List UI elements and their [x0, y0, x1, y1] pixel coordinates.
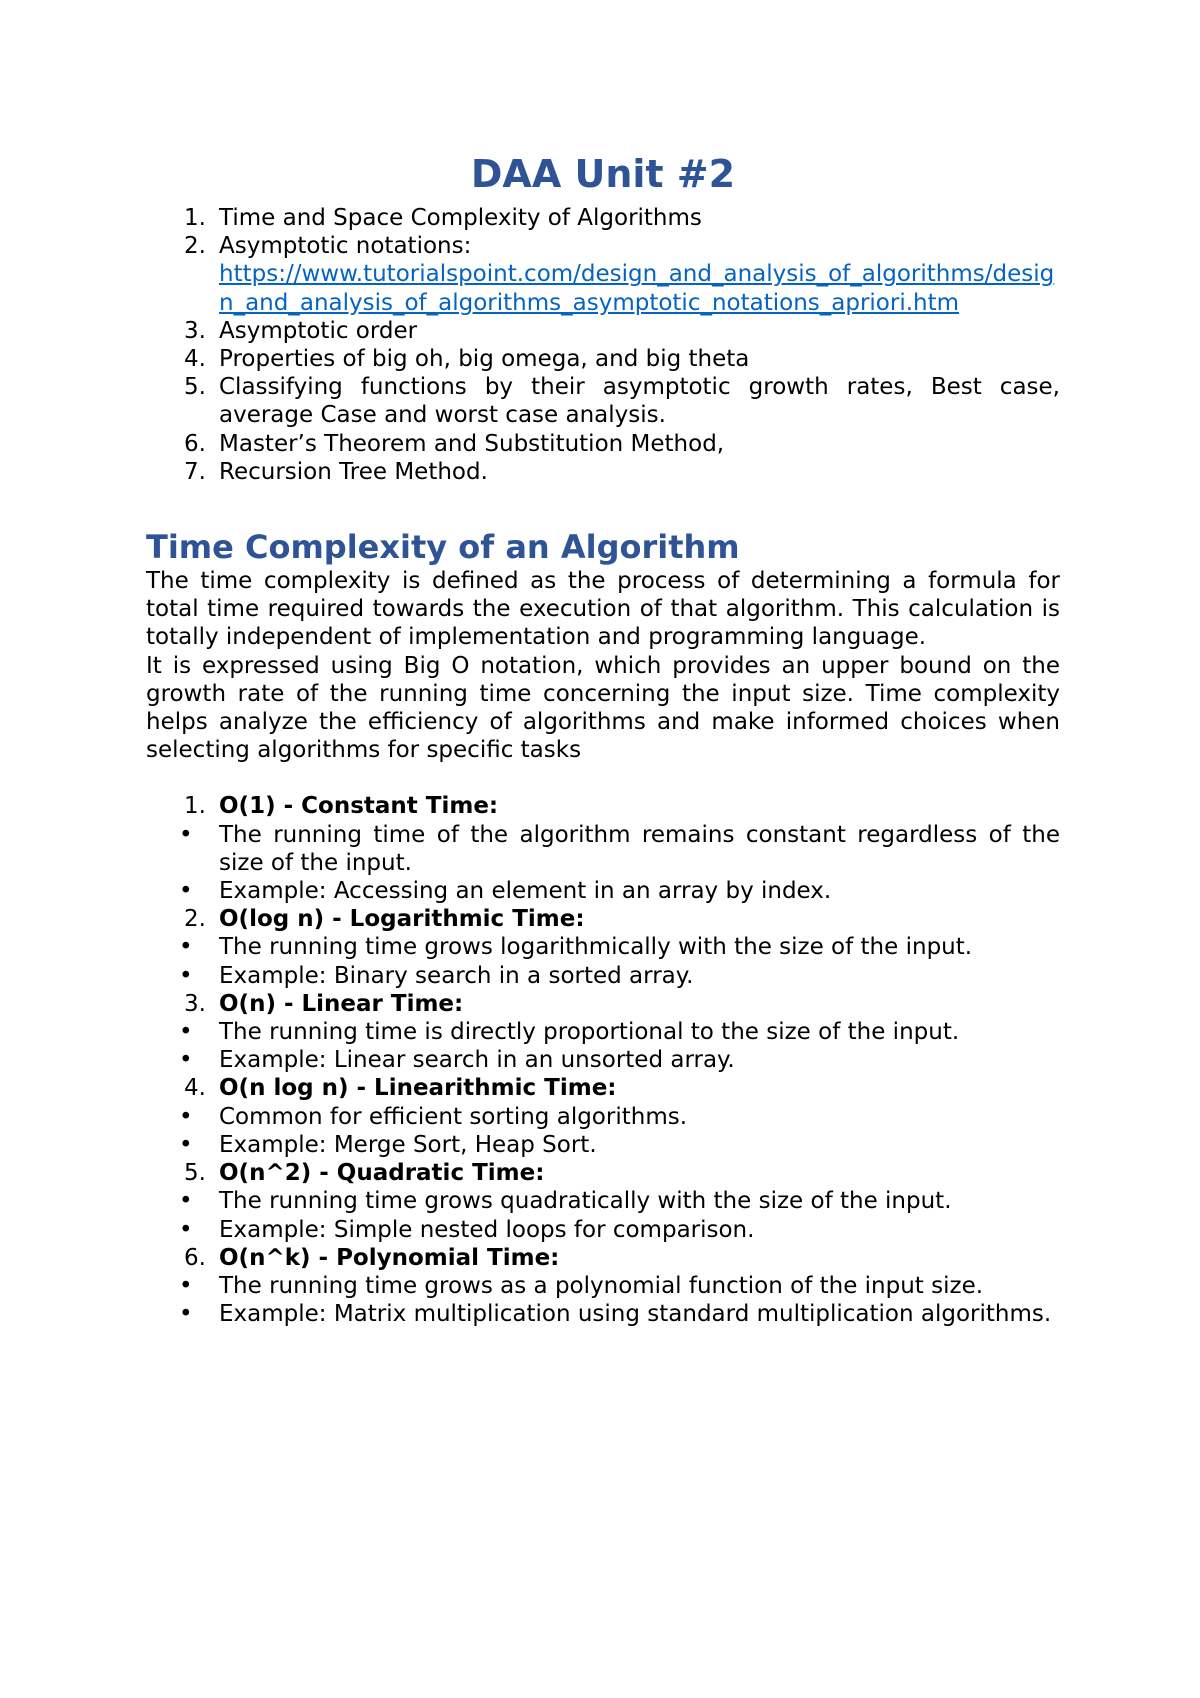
section-heading: Time Complexity of an Algorithm — [146, 528, 740, 567]
tutorialspoint-link[interactable]: https://www.tutorialspoint.com/design_and_analysis_of_algorithms/design_and_analysis_of_algorithms_asymptotic_notations_apriori.htm — [219, 261, 1055, 316]
complexity-list — [146, 990, 1060, 1018]
bullet-item — [146, 1131, 1060, 1159]
bullet-item — [146, 821, 1060, 877]
bullet-icon: • — [179, 1103, 193, 1130]
complexity-item — [146, 990, 1060, 1018]
topic-text: Asymptotic notations: — [219, 233, 472, 260]
bullet-text: The running time of the algorithm remains constant regardless of the size of the input. — [219, 821, 1060, 876]
topic-item — [146, 317, 1060, 345]
bullet-icon: • — [179, 934, 193, 961]
topic-number: 4. — [184, 346, 206, 373]
topic-list — [146, 204, 1060, 486]
bullet-icon: • — [179, 1188, 193, 1215]
bullet-list — [146, 821, 1060, 906]
bullet-item — [146, 1272, 1060, 1300]
bullet-item — [146, 962, 1060, 990]
topic-number: 7. — [184, 458, 206, 485]
complexity-number: 2. — [184, 906, 206, 933]
bullet-text: The running time grows as a polynomial function of the input size. — [219, 1272, 984, 1299]
complexity-list — [146, 1244, 1060, 1272]
bullet-icon: • — [179, 1047, 193, 1074]
bullet-list — [146, 1272, 1060, 1328]
topic-text: Properties of big oh, big omega, and big theta — [219, 346, 750, 373]
topic-number: 6. — [184, 430, 206, 457]
bullet-item — [146, 1300, 1060, 1328]
bullet-item — [146, 933, 1060, 961]
topic-item — [146, 204, 1060, 232]
complexity-item — [146, 905, 1060, 933]
complexity-label: O(log n) - Logarithmic Time: — [219, 906, 585, 933]
complexity-label: O(n^2) - Quadratic Time: — [219, 1160, 545, 1187]
bullet-icon: • — [179, 821, 193, 848]
bullet-list — [146, 1018, 1060, 1074]
bullet-icon: • — [179, 878, 193, 905]
topic-number: 2. — [184, 233, 206, 260]
bullet-item — [146, 1187, 1060, 1215]
topic-text: Asymptotic order — [219, 317, 418, 344]
complexity-number: 5. — [184, 1160, 206, 1187]
topic-text: Recursion Tree Method. — [219, 458, 488, 485]
bullet-icon: • — [179, 962, 193, 989]
section-paragraph: The time complexity is defined as the process of determining a formula for total time required towards the execution of that algorithm. This calculation is totally independent of implementation and programming language. — [146, 568, 1060, 651]
bullet-icon: • — [179, 1019, 193, 1046]
bullet-text: Common for efficient sorting algorithms. — [219, 1103, 688, 1130]
topic-text: Classifying functions by their asymptotic growth rates, Best case, average Case and worst case analysis. — [219, 374, 1060, 429]
complexity-list — [146, 792, 1060, 820]
section-paragraph: It is expressed using Big O notation, which provides an upper bound on the growth rate of the running time concerning the input size. Time complexity helps analyze the efficiency of algorithms and make informed choices when selecting algorithms for specific tasks — [146, 652, 1060, 764]
bullet-text: Example: Matrix multiplication using standard multiplication algorithms. — [219, 1301, 1052, 1328]
complexity-item — [146, 1159, 1060, 1187]
complexity-number: 6. — [184, 1244, 206, 1271]
complexity-list — [146, 905, 1060, 933]
bullet-text: Example: Merge Sort, Heap Sort. — [219, 1131, 597, 1158]
bullet-text: Example: Binary search in a sorted array. — [219, 962, 694, 989]
topic-text: Time and Space Complexity of Algorithms — [219, 205, 702, 231]
topic-item — [146, 232, 1060, 317]
bullet-icon: • — [179, 1131, 193, 1158]
complexity-item — [146, 1074, 1060, 1102]
complexity-label: O(n^k) - Polynomial Time: — [219, 1244, 560, 1271]
bullet-list — [146, 1187, 1060, 1243]
bullet-text: The running time grows quadratically with the size of the input. — [219, 1188, 952, 1215]
bullet-list — [146, 1103, 1060, 1159]
complexity-list — [146, 1159, 1060, 1187]
complexity-label: O(1) - Constant Time: — [219, 793, 499, 820]
bullet-icon: • — [179, 1301, 193, 1328]
topic-item — [146, 458, 1060, 486]
document-title: DAA Unit #2 — [470, 152, 736, 196]
complexity-number: 3. — [184, 990, 206, 1017]
document-page — [146, 150, 1060, 1328]
bullet-item — [146, 877, 1060, 905]
topic-number: 3. — [184, 317, 206, 344]
topic-text: Master’s Theorem and Substitution Method, — [219, 430, 725, 457]
bullet-text: Example: Linear search in an unsorted array. — [219, 1047, 735, 1074]
bullet-text: The running time grows logarithmically with the size of the input. — [219, 934, 973, 961]
bullet-text: Example: Accessing an element in an array by index. — [219, 878, 832, 905]
complexity-number: 4. — [184, 1075, 206, 1102]
bullet-text: Example: Simple nested loops for comparison. — [219, 1216, 755, 1243]
bullet-list — [146, 933, 1060, 989]
complexity-label: O(n log n) - Linearithmic Time: — [219, 1075, 617, 1102]
bullet-item — [146, 1018, 1060, 1046]
bullet-icon: • — [179, 1216, 193, 1243]
bullet-icon: • — [179, 1272, 193, 1299]
complexity-list — [146, 1074, 1060, 1102]
topic-number: 1. — [184, 205, 206, 231]
topic-item — [146, 345, 1060, 373]
topic-item — [146, 430, 1060, 458]
complexity-item — [146, 1244, 1060, 1272]
complexity-number: 1. — [184, 793, 206, 820]
complexity-item — [146, 792, 1060, 820]
topic-item — [146, 373, 1060, 429]
complexity-label: O(n) - Linear Time: — [219, 990, 464, 1017]
bullet-item — [146, 1216, 1060, 1244]
topic-number: 5. — [184, 374, 206, 401]
bullet-item — [146, 1046, 1060, 1074]
spacer — [146, 764, 1060, 792]
bullet-text: The running time is directly proportional to the size of the input. — [219, 1019, 960, 1046]
bullet-item — [146, 1103, 1060, 1131]
